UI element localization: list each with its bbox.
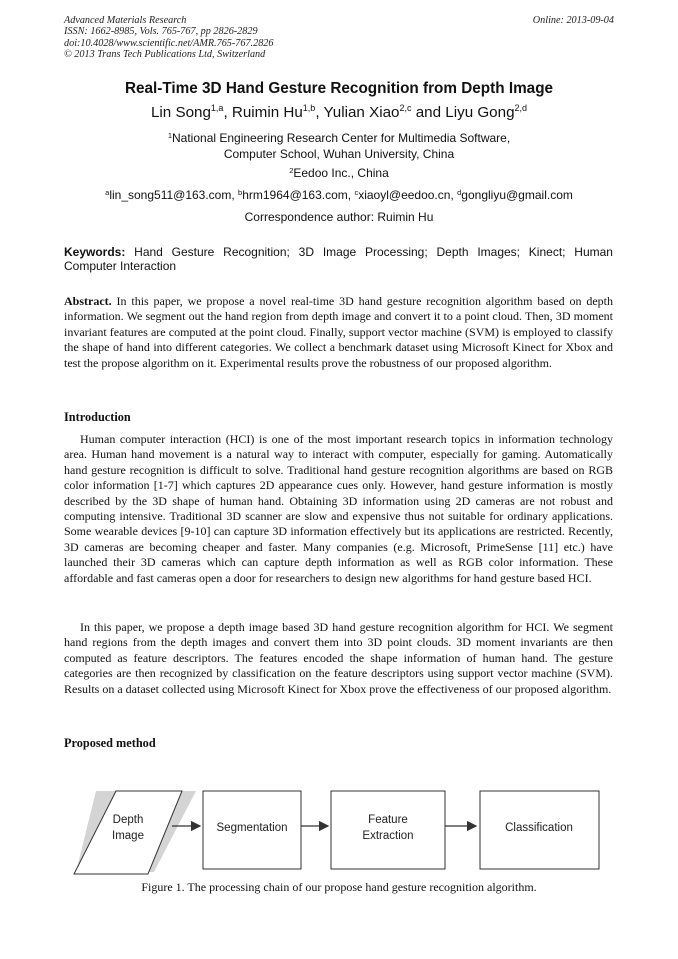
email-list: $^a$lin_song511@163.com, $^b$hrm1964@163.com, $^c$xiaoyl@eedoo.cn, $^d$gongliyu@gmail.com xyxy=(105,188,573,202)
email-sup: d xyxy=(457,188,462,197)
node-label: Segmentation xyxy=(216,822,288,834)
processing-chain-figure xyxy=(64,785,624,880)
author-sup: 2,d xyxy=(514,103,528,113)
correspondence-line: Correspondence author: Ruimin Hu xyxy=(244,210,434,224)
issn-line: ISSN: 1662-8985, Vols. 765-767, pp 2826-2829 xyxy=(64,26,258,38)
email-link[interactable]: xiaoyl@eedoo.cn xyxy=(358,188,451,202)
journal-name: Advanced Materials Research xyxy=(64,15,187,26)
author-name: Ruimin Hu xyxy=(231,104,303,121)
author-separator: , xyxy=(315,104,324,121)
affiliation-sup: 1 xyxy=(167,131,172,140)
affiliation-line: National Engineering Research Center for Multimedia Software, xyxy=(172,131,511,145)
online-date: Online: 2013-09-04 xyxy=(532,15,614,26)
email-link[interactable]: lin_song511@163.com xyxy=(109,188,232,202)
email-sup: a xyxy=(105,188,110,197)
author-sup: 1,a xyxy=(210,103,224,113)
doi-line: doi:10.4028/www.scientific.net/AMR.765-767.2826 xyxy=(64,37,274,49)
abstract-block xyxy=(64,294,613,371)
keywords-text: Hand Gesture Recognition; 3D Image Processing; Depth Images; Kinect; Human Computer Interaction xyxy=(64,245,613,273)
author-separator: , xyxy=(223,104,232,121)
affiliation-1 xyxy=(0,131,678,162)
affiliation-line: Computer School, Wuhan University, China xyxy=(223,146,455,161)
node-label: Image xyxy=(112,830,144,842)
node-label: Extraction xyxy=(362,830,414,842)
node-label: Feature xyxy=(368,814,408,826)
abstract-text: In this paper, we propose a novel real-time 3D hand gesture recognition algorithm based on depth information. We segment out the hand region from depth image and convert it to a point cloud. Then, 3D moment invariant features are computed at the point cloud. Finally, support vector machine (SVM) is employed to classify the shape of hand into different categories. We collect a benchmark dataset using Microsoft Kinect for Xbox and test the propose algorithm on it. Experimental results prove the robustness of our proposed algorithm. xyxy=(64,294,614,370)
affiliation-line: Eedoo Inc., China xyxy=(293,166,389,180)
abstract-label: Abstract. xyxy=(64,294,112,308)
author-name: Liyu Gong xyxy=(445,104,515,121)
paper-title: Real-Time 3D Hand Gesture Recognition from Depth Image xyxy=(124,80,554,97)
affiliation-2 xyxy=(0,166,678,182)
author-sup: 2,c xyxy=(399,103,412,113)
node-label: Depth xyxy=(112,814,144,826)
keywords-block xyxy=(64,245,613,273)
email-sup: c xyxy=(354,188,359,197)
intro-paragraph-2: In this paper, we propose a depth image based 3D hand gesture recognition algorithm for HCI. We segment hand regions from the depth images and convert them into 3D point clouds. 3D moment invariants are then computed as feature descriptors. The features encoded the shape information of human hand. The gesture categories are then recognized by classification on the feature descriptors using support vector machine (SVM). Results on a dataset collected using Microsoft Kinect for Xbox prove the effectiveness of our proposed algorithm. xyxy=(64,620,613,696)
email-link[interactable]: gongliyu@gmail.com xyxy=(461,188,573,202)
affiliation-sup: 2 xyxy=(289,166,294,175)
introduction-heading: Introduction xyxy=(64,410,131,424)
intro-paragraph-1: Human computer interaction (HCI) is one of the most important research topics in information technology area. Human hand movement is a natural way to interact with computer, especially for gaming. Automatically hand gesture recognition is difficult to solve. Traditional hand gesture recognition algorithms are based on RGB color information [1-7] which captures 2D appearance cues only. However, hand gesture information is mostly described by the 3D shape of human hand. Obtaining 3D information using 2D cameras are not robust and computing intensive. Traditional 3D scanner are slow and expensive thus not suitable for ordinary applications. Some wearable devices [9-10] can capture 3D information effectively but its applications are restricted. Recently, 3D cameras are becoming cheaper and faster. Many companies (e.g. Microsoft, PrimeSense [11] etc.) have launched their 3D cameras which can capture depth information as well as RGB color information. These affordable and fast cameras open a door for researchers to design new algorithms for hand gesture based HCI. xyxy=(64,432,613,585)
email-sup: b xyxy=(238,188,243,197)
author-list xyxy=(0,104,678,121)
copyright-line: © 2013 Trans Tech Publications Ltd, Switzerland xyxy=(64,48,266,60)
author-sup: 1,b xyxy=(302,103,316,113)
node-label: Classification xyxy=(505,822,573,834)
author-name: Yulian Xiao xyxy=(323,104,400,121)
figure-caption: Figure 1. The processing chain of our propose hand gesture recognition algorithm. xyxy=(141,880,537,894)
author-and: and xyxy=(411,104,446,121)
journal-header xyxy=(64,15,273,60)
method-heading: Proposed method xyxy=(64,736,156,750)
email-link[interactable]: hrm1964@163.com xyxy=(242,188,348,202)
author-name: Lin Song xyxy=(150,104,211,121)
keywords-label: Keywords: xyxy=(64,245,126,259)
